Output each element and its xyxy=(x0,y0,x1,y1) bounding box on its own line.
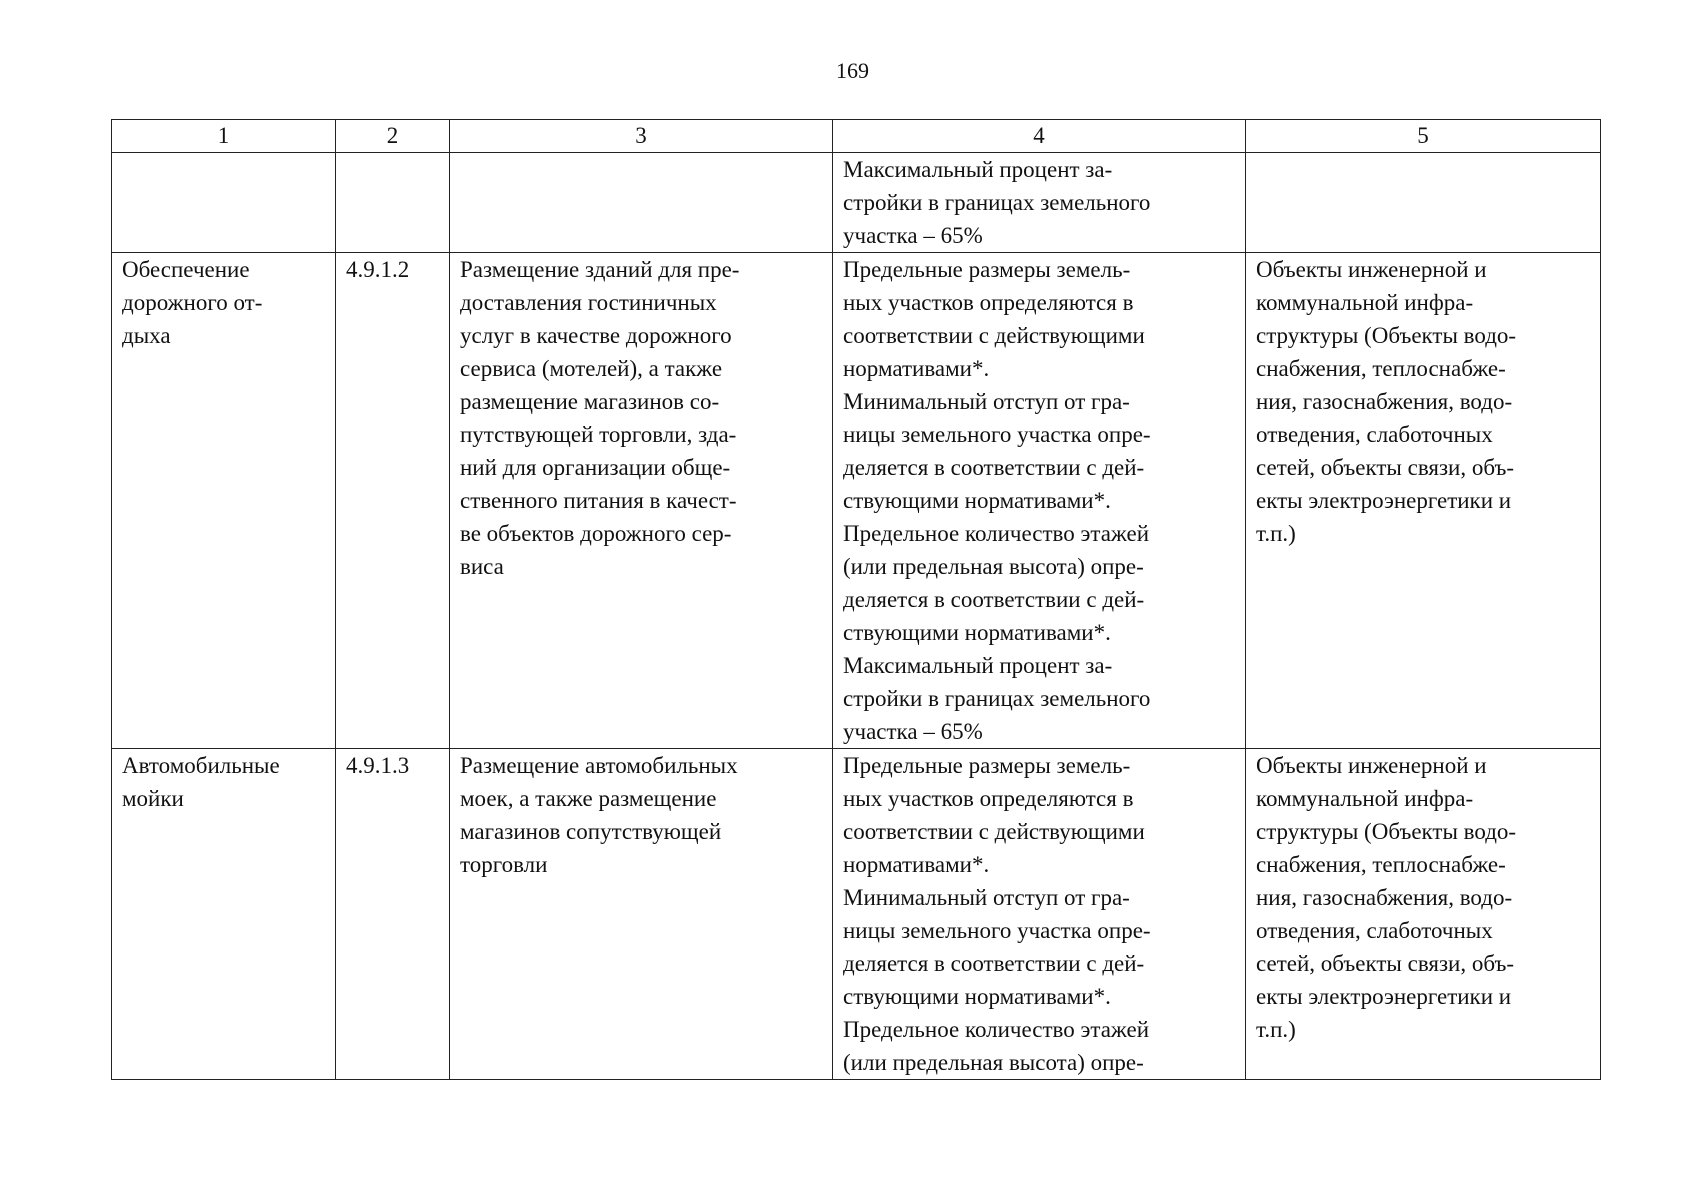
column-header-4: 4 xyxy=(833,120,1246,153)
parameters-cell xyxy=(833,153,1246,253)
text-line: сетей, объекты связи, объ- xyxy=(1256,951,1515,976)
text-line: ний для организации обще- xyxy=(460,455,731,480)
text-line: отведения, слаботочных xyxy=(1256,422,1493,447)
text-line: (или предельная высота) опре- xyxy=(843,1050,1144,1075)
text-line: нормативами*. xyxy=(843,852,990,877)
column-header-1: 1 xyxy=(112,120,336,153)
text-line: ственного питания в качест- xyxy=(460,488,737,513)
text-line: участка – 65% xyxy=(843,719,983,744)
text-line: т.п.) xyxy=(1256,521,1296,546)
infrastructure-cell xyxy=(1246,153,1601,253)
text-line: (или предельная высота) опре- xyxy=(843,554,1144,579)
column-header-5: 5 xyxy=(1246,120,1601,153)
code-cell: 4.9.1.2 xyxy=(336,253,450,749)
text-line: коммунальной инфра- xyxy=(1256,786,1474,811)
text-line: Объекты инженерной и xyxy=(1256,257,1487,282)
text-line: ницы земельного участка опре- xyxy=(843,422,1151,447)
text-line: деляется в соответствии с дей- xyxy=(843,951,1145,976)
text-line: ствующими нормативами*. xyxy=(843,488,1111,513)
regulations-table xyxy=(111,119,1601,1080)
text-line: моек, а также размещение xyxy=(460,786,717,811)
text-line: снабжения, теплоснабже- xyxy=(1256,852,1506,877)
text-line: Предельное количество этажей xyxy=(843,521,1150,546)
infrastructure-cell xyxy=(1246,749,1601,1080)
text-line: дорожного от- xyxy=(122,290,263,315)
column-header-3: 3 xyxy=(450,120,833,153)
text-line: Предельные размеры земель- xyxy=(843,753,1131,778)
text-line: ных участков определяются в xyxy=(843,786,1134,811)
table-row xyxy=(112,749,1601,1080)
text-line: Размещение автомобильных xyxy=(460,753,738,778)
text-line: соответствии с действующими xyxy=(843,323,1145,348)
table-header-row xyxy=(112,120,1601,153)
column-header-2: 2 xyxy=(336,120,450,153)
text-line: Размещение зданий для пре- xyxy=(460,257,740,282)
text-line: дыха xyxy=(122,323,171,348)
text-line: ния, газоснабжения, водо- xyxy=(1256,389,1513,414)
text-line: ствующими нормативами*. xyxy=(843,984,1111,1009)
parameters-cell xyxy=(833,253,1246,749)
text-line: Минимальный отступ от гра- xyxy=(843,885,1130,910)
infrastructure-cell xyxy=(1246,253,1601,749)
text-line: мойки xyxy=(122,786,184,811)
text-line: Объекты инженерной и xyxy=(1256,753,1487,778)
text-line: екты электроэнергетики и xyxy=(1256,984,1512,1009)
text-line: отведения, слаботочных xyxy=(1256,918,1493,943)
text-line: ве объектов дорожного сер- xyxy=(460,521,732,546)
text-line: сетей, объекты связи, объ- xyxy=(1256,455,1515,480)
description-cell xyxy=(450,253,833,749)
page-number: 169 xyxy=(836,58,869,83)
parameters-cell xyxy=(833,749,1246,1080)
text-line: ницы земельного участка опре- xyxy=(843,918,1151,943)
text-line: Максимальный процент за- xyxy=(843,157,1113,182)
text-line: размещение магазинов со- xyxy=(460,389,720,414)
code-cell xyxy=(336,153,450,253)
use-type-cell xyxy=(112,253,336,749)
text-line: деляется в соответствии с дей- xyxy=(843,587,1145,612)
text-line: екты электроэнергетики и xyxy=(1256,488,1512,513)
use-type-cell xyxy=(112,153,336,253)
text-line: Предельные размеры земель- xyxy=(843,257,1131,282)
text-line: Предельное количество этажей xyxy=(843,1017,1150,1042)
table-row xyxy=(112,153,1601,253)
use-type-cell xyxy=(112,749,336,1080)
text-line: сервиса (мотелей), а также xyxy=(460,356,723,381)
text-line: стройки в границах земельного xyxy=(843,190,1151,215)
text-line: снабжения, теплоснабже- xyxy=(1256,356,1506,381)
text-line: торговли xyxy=(460,852,548,877)
text-line: участка – 65% xyxy=(843,223,983,248)
text-line: магазинов сопутствующей xyxy=(460,819,722,844)
text-line: коммунальной инфра- xyxy=(1256,290,1474,315)
description-cell xyxy=(450,153,833,253)
text-line: структуры (Объекты водо- xyxy=(1256,323,1517,348)
text-line: Максимальный процент за- xyxy=(843,653,1113,678)
text-line: Минимальный отступ от гра- xyxy=(843,389,1130,414)
text-line: деляется в соответствии с дей- xyxy=(843,455,1145,480)
text-line: услуг в качестве дорожного xyxy=(460,323,732,348)
text-line: ния, газоснабжения, водо- xyxy=(1256,885,1513,910)
text-line: соответствии с действующими xyxy=(843,819,1145,844)
text-line: Автомобильные xyxy=(122,753,280,778)
text-line: стройки в границах земельного xyxy=(843,686,1151,711)
code-cell: 4.9.1.3 xyxy=(336,749,450,1080)
text-line: ных участков определяются в xyxy=(843,290,1134,315)
text-line: нормативами*. xyxy=(843,356,990,381)
text-line: виса xyxy=(460,554,504,579)
text-line: Обеспечение xyxy=(122,257,250,282)
text-line: путствующей торговли, зда- xyxy=(460,422,737,447)
table-row xyxy=(112,253,1601,749)
text-line: структуры (Объекты водо- xyxy=(1256,819,1517,844)
text-line: т.п.) xyxy=(1256,1017,1296,1042)
description-cell xyxy=(450,749,833,1080)
text-line: доставления гостиничных xyxy=(460,290,717,315)
text-line: ствующими нормативами*. xyxy=(843,620,1111,645)
